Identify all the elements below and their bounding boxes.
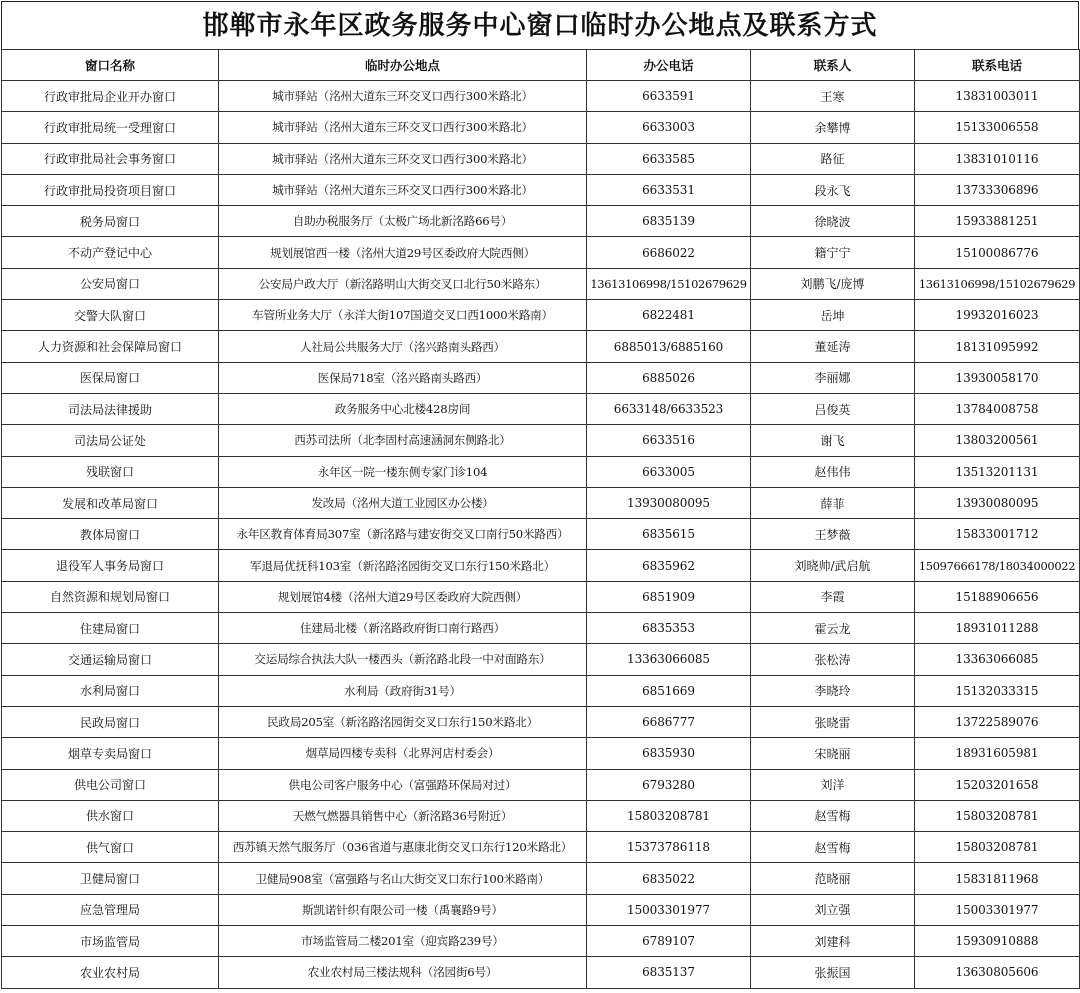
- cell-contact-person: 段永飞: [751, 174, 915, 205]
- cell-contact-phone: 15933881251: [915, 206, 1080, 237]
- cell-office-location: 城市驿站（洺州大道东三环交叉口西行300米路北）: [219, 81, 587, 112]
- cell-office-location: 民政局205室（新洺路洺园街交叉口东行150米路北）: [219, 706, 587, 737]
- cell-office-location: 车管所业务大厅（永洋大街107国道交叉口西1000米路南）: [219, 300, 587, 331]
- cell-office-location: 烟草局四楼专卖科（北界河店村委会）: [219, 738, 587, 769]
- cell-office-location: 市场监管局二楼201室（迎宾路239号）: [219, 926, 587, 957]
- cell-contact-phone: 13733306896: [915, 174, 1080, 205]
- table-row: [2, 331, 1080, 362]
- cell-window-name: 行政审批局企业开办窗口: [2, 81, 219, 112]
- cell-contact-phone: 15203201658: [915, 769, 1080, 800]
- cell-window-name: 卫健局窗口: [2, 863, 219, 894]
- cell-office-phone: 6885026: [587, 362, 751, 393]
- cell-window-name: 应急管理局: [2, 894, 219, 925]
- cell-contact-phone: 13930058170: [915, 362, 1080, 393]
- cell-contact-person: 薛菲: [751, 487, 915, 518]
- cell-office-location: 斯凯诺针织有限公司一楼（禹襄路9号）: [219, 894, 587, 925]
- cell-window-name: 行政审批局投资项目窗口: [2, 174, 219, 205]
- table-row: [2, 456, 1080, 487]
- cell-office-phone: 6633148/6633523: [587, 393, 751, 424]
- cell-window-name: 人力资源和社会保障局窗口: [2, 331, 219, 362]
- table-row: [2, 644, 1080, 675]
- cell-contact-person: 刘鹏飞/庞博: [751, 268, 915, 299]
- cell-window-name: 司法局公证处: [2, 425, 219, 456]
- cell-office-phone: 6633585: [587, 143, 751, 174]
- contact-table: [1, 49, 1080, 989]
- cell-office-location: 卫健局908室（富强路与名山大街交叉口东行100米路南）: [219, 863, 587, 894]
- cell-contact-phone: 15097666178/18034000022: [915, 550, 1080, 581]
- cell-window-name: 水利局窗口: [2, 675, 219, 706]
- cell-window-name: 税务局窗口: [2, 206, 219, 237]
- table-row: [2, 425, 1080, 456]
- cell-office-location: 城市驿站（洺州大道东三环交叉口西行300米路北）: [219, 174, 587, 205]
- cell-contact-person: 张晓雷: [751, 706, 915, 737]
- cell-contact-phone: 13831010116: [915, 143, 1080, 174]
- page-title: 邯郸市永年区政务服务中心窗口临时办公地点及联系方式: [1, 1, 1079, 49]
- cell-window-name: 行政审批局社会事务窗口: [2, 143, 219, 174]
- header-contact-person: 联系人: [751, 50, 915, 81]
- header-office-location: 临时办公地点: [219, 50, 587, 81]
- cell-office-location: 永年区教育体育局307室（新洺路与建安街交叉口南行50米路西）: [219, 519, 587, 550]
- cell-contact-person: 徐晓波: [751, 206, 915, 237]
- cell-office-phone: 13613106998/15102679629: [587, 268, 751, 299]
- cell-office-location: 城市驿站（洺州大道东三环交叉口西行300米路北）: [219, 112, 587, 143]
- cell-office-phone: 6633531: [587, 174, 751, 205]
- table-row: [2, 268, 1080, 299]
- cell-window-name: 供电公司窗口: [2, 769, 219, 800]
- cell-office-location: 规划展馆4楼（洺州大道29号区委政府大院西侧）: [219, 581, 587, 612]
- cell-contact-phone: 15831811968: [915, 863, 1080, 894]
- table-row: [2, 957, 1080, 988]
- cell-contact-person: 谢飞: [751, 425, 915, 456]
- cell-office-phone: 6822481: [587, 300, 751, 331]
- cell-office-location: 政务服务中心北楼428房间: [219, 393, 587, 424]
- cell-office-phone: 6793280: [587, 769, 751, 800]
- cell-contact-phone: 18131095992: [915, 331, 1080, 362]
- cell-window-name: 行政审批局统一受理窗口: [2, 112, 219, 143]
- cell-contact-phone: 18931011288: [915, 613, 1080, 644]
- cell-office-location: 供电公司客户服务中心（富强路环保局对过）: [219, 769, 587, 800]
- document-page: [1, 1, 1079, 991]
- cell-office-phone: 15803208781: [587, 800, 751, 831]
- cell-window-name: 医保局窗口: [2, 362, 219, 393]
- cell-window-name: 残联窗口: [2, 456, 219, 487]
- table-row: [2, 206, 1080, 237]
- cell-window-name: 教体局窗口: [2, 519, 219, 550]
- table-row: [2, 581, 1080, 612]
- cell-contact-phone: 13363066085: [915, 644, 1080, 675]
- cell-office-location: 军退局优抚科103室（新洺路洺园街交叉口东行150米路北）: [219, 550, 587, 581]
- cell-contact-person: 张振国: [751, 957, 915, 988]
- cell-window-name: 司法局法律援助: [2, 393, 219, 424]
- cell-contact-person: 范晓丽: [751, 863, 915, 894]
- cell-office-phone: 15373786118: [587, 832, 751, 863]
- cell-contact-person: 刘建科: [751, 926, 915, 957]
- cell-office-location: 水利局（政府街31号）: [219, 675, 587, 706]
- table-row: [2, 550, 1080, 581]
- cell-contact-person: 赵雪梅: [751, 800, 915, 831]
- cell-office-phone: 6835930: [587, 738, 751, 769]
- cell-office-location: 城市驿站（洺州大道东三环交叉口西行300米路北）: [219, 143, 587, 174]
- table-row: [2, 738, 1080, 769]
- header-office-phone: 办公电话: [587, 50, 751, 81]
- table-row: [2, 613, 1080, 644]
- table-row: [2, 519, 1080, 550]
- cell-contact-phone: 15833001712: [915, 519, 1080, 550]
- cell-contact-person: 赵伟伟: [751, 456, 915, 487]
- cell-contact-phone: 18931605981: [915, 738, 1080, 769]
- cell-window-name: 不动产登记中心: [2, 237, 219, 268]
- cell-window-name: 交通运输局窗口: [2, 644, 219, 675]
- table-row: [2, 487, 1080, 518]
- table-row: [2, 769, 1080, 800]
- cell-contact-person: 王寒: [751, 81, 915, 112]
- cell-office-phone: 6835139: [587, 206, 751, 237]
- cell-window-name: 交警大队窗口: [2, 300, 219, 331]
- table-row: [2, 832, 1080, 863]
- cell-window-name: 农业农村局: [2, 957, 219, 988]
- cell-office-phone: 13930080095: [587, 487, 751, 518]
- cell-window-name: 民政局窗口: [2, 706, 219, 737]
- cell-window-name: 发展和改革局窗口: [2, 487, 219, 518]
- cell-window-name: 烟草专卖局窗口: [2, 738, 219, 769]
- cell-contact-person: 李晓玲: [751, 675, 915, 706]
- cell-contact-person: 刘晓帅/武启航: [751, 550, 915, 581]
- table-header-row: [2, 50, 1080, 81]
- cell-office-phone: 6835353: [587, 613, 751, 644]
- cell-office-phone: 6633516: [587, 425, 751, 456]
- cell-contact-person: 李丽娜: [751, 362, 915, 393]
- table-row: [2, 237, 1080, 268]
- cell-contact-person: 路征: [751, 143, 915, 174]
- cell-office-phone: 6835137: [587, 957, 751, 988]
- cell-office-location: 住建局北楼（新洺路政府街口南行路西）: [219, 613, 587, 644]
- cell-contact-person: 吕俊英: [751, 393, 915, 424]
- table-row: [2, 800, 1080, 831]
- cell-contact-phone: 15188906656: [915, 581, 1080, 612]
- table-row: [2, 362, 1080, 393]
- cell-office-phone: 6835022: [587, 863, 751, 894]
- cell-contact-person: 刘洋: [751, 769, 915, 800]
- table-row: [2, 300, 1080, 331]
- cell-office-location: 自助办税服务厅（太极广场北新洺路66号）: [219, 206, 587, 237]
- cell-office-location: 公安局户政大厅（新洺路明山大街交叉口北行50米路东）: [219, 268, 587, 299]
- table-row: [2, 675, 1080, 706]
- cell-office-location: 发改局（洺州大道工业园区办公楼）: [219, 487, 587, 518]
- cell-office-phone: 6789107: [587, 926, 751, 957]
- table-row: [2, 926, 1080, 957]
- cell-contact-person: 霍云龙: [751, 613, 915, 644]
- cell-office-phone: 6633003: [587, 112, 751, 143]
- cell-office-phone: 6835962: [587, 550, 751, 581]
- cell-contact-phone: 15930910888: [915, 926, 1080, 957]
- header-contact-phone: 联系电话: [915, 50, 1080, 81]
- cell-contact-phone: 15100086776: [915, 237, 1080, 268]
- cell-office-location: 西苏司法所（北李固村高速涵洞东侧路北）: [219, 425, 587, 456]
- table-row: [2, 706, 1080, 737]
- cell-contact-phone: 15003301977: [915, 894, 1080, 925]
- cell-window-name: 供水窗口: [2, 800, 219, 831]
- cell-office-phone: 6686022: [587, 237, 751, 268]
- cell-contact-phone: 13613106998/15102679629: [915, 268, 1080, 299]
- cell-contact-phone: 13722589076: [915, 706, 1080, 737]
- cell-contact-phone: 13831003011: [915, 81, 1080, 112]
- header-window-name: 窗口名称: [2, 50, 219, 81]
- table-row: [2, 393, 1080, 424]
- table-row: [2, 143, 1080, 174]
- cell-contact-person: 岳坤: [751, 300, 915, 331]
- cell-contact-phone: 13930080095: [915, 487, 1080, 518]
- table-row: [2, 81, 1080, 112]
- cell-contact-phone: 13513201131: [915, 456, 1080, 487]
- cell-contact-person: 王梦薇: [751, 519, 915, 550]
- cell-contact-phone: 13630805606: [915, 957, 1080, 988]
- cell-contact-person: 李霞: [751, 581, 915, 612]
- table-body: [2, 81, 1080, 989]
- cell-window-name: 供气窗口: [2, 832, 219, 863]
- cell-office-phone: 6885013/6885160: [587, 331, 751, 362]
- cell-window-name: 公安局窗口: [2, 268, 219, 299]
- cell-contact-person: 张松涛: [751, 644, 915, 675]
- cell-contact-phone: 15803208781: [915, 800, 1080, 831]
- cell-office-location: 交运局综合执法大队一楼西头（新洺路北段一中对面路东）: [219, 644, 587, 675]
- cell-office-location: 医保局718室（洺兴路南头路西）: [219, 362, 587, 393]
- cell-contact-person: 赵雪梅: [751, 832, 915, 863]
- table-row: [2, 863, 1080, 894]
- cell-office-location: 西苏镇天然气服务厅（036省道与惠康北街交叉口东行120米路北）: [219, 832, 587, 863]
- cell-window-name: 市场监管局: [2, 926, 219, 957]
- cell-office-phone: 6686777: [587, 706, 751, 737]
- cell-office-location: 人社局公共服务大厅（洺兴路南头路西）: [219, 331, 587, 362]
- cell-contact-phone: 13784008758: [915, 393, 1080, 424]
- cell-contact-person: 余攀博: [751, 112, 915, 143]
- cell-office-location: 农业农村局三楼法规科（洺园街6号）: [219, 957, 587, 988]
- cell-contact-person: 籍宁宁: [751, 237, 915, 268]
- cell-office-phone: 6851909: [587, 581, 751, 612]
- cell-window-name: 自然资源和规划局窗口: [2, 581, 219, 612]
- cell-window-name: 退役军人事务局窗口: [2, 550, 219, 581]
- cell-contact-person: 宋晓丽: [751, 738, 915, 769]
- cell-contact-phone: 15132033315: [915, 675, 1080, 706]
- table-row: [2, 112, 1080, 143]
- table-row: [2, 894, 1080, 925]
- cell-window-name: 住建局窗口: [2, 613, 219, 644]
- cell-contact-phone: 15133006558: [915, 112, 1080, 143]
- cell-office-phone: 15003301977: [587, 894, 751, 925]
- cell-office-phone: 6633005: [587, 456, 751, 487]
- cell-office-phone: 6633591: [587, 81, 751, 112]
- cell-office-location: 天燃气燃器具销售中心（新洺路36号附近）: [219, 800, 587, 831]
- cell-contact-phone: 19932016023: [915, 300, 1080, 331]
- cell-office-location: 规划展馆西一楼（洺州大道29号区委政府大院西侧）: [219, 237, 587, 268]
- cell-contact-phone: 15803208781: [915, 832, 1080, 863]
- cell-office-phone: 13363066085: [587, 644, 751, 675]
- cell-contact-person: 董延涛: [751, 331, 915, 362]
- cell-contact-phone: 13803200561: [915, 425, 1080, 456]
- cell-office-phone: 6851669: [587, 675, 751, 706]
- cell-contact-person: 刘立强: [751, 894, 915, 925]
- cell-office-location: 永年区一院一楼东侧专家门诊104: [219, 456, 587, 487]
- cell-office-phone: 6835615: [587, 519, 751, 550]
- table-row: [2, 174, 1080, 205]
